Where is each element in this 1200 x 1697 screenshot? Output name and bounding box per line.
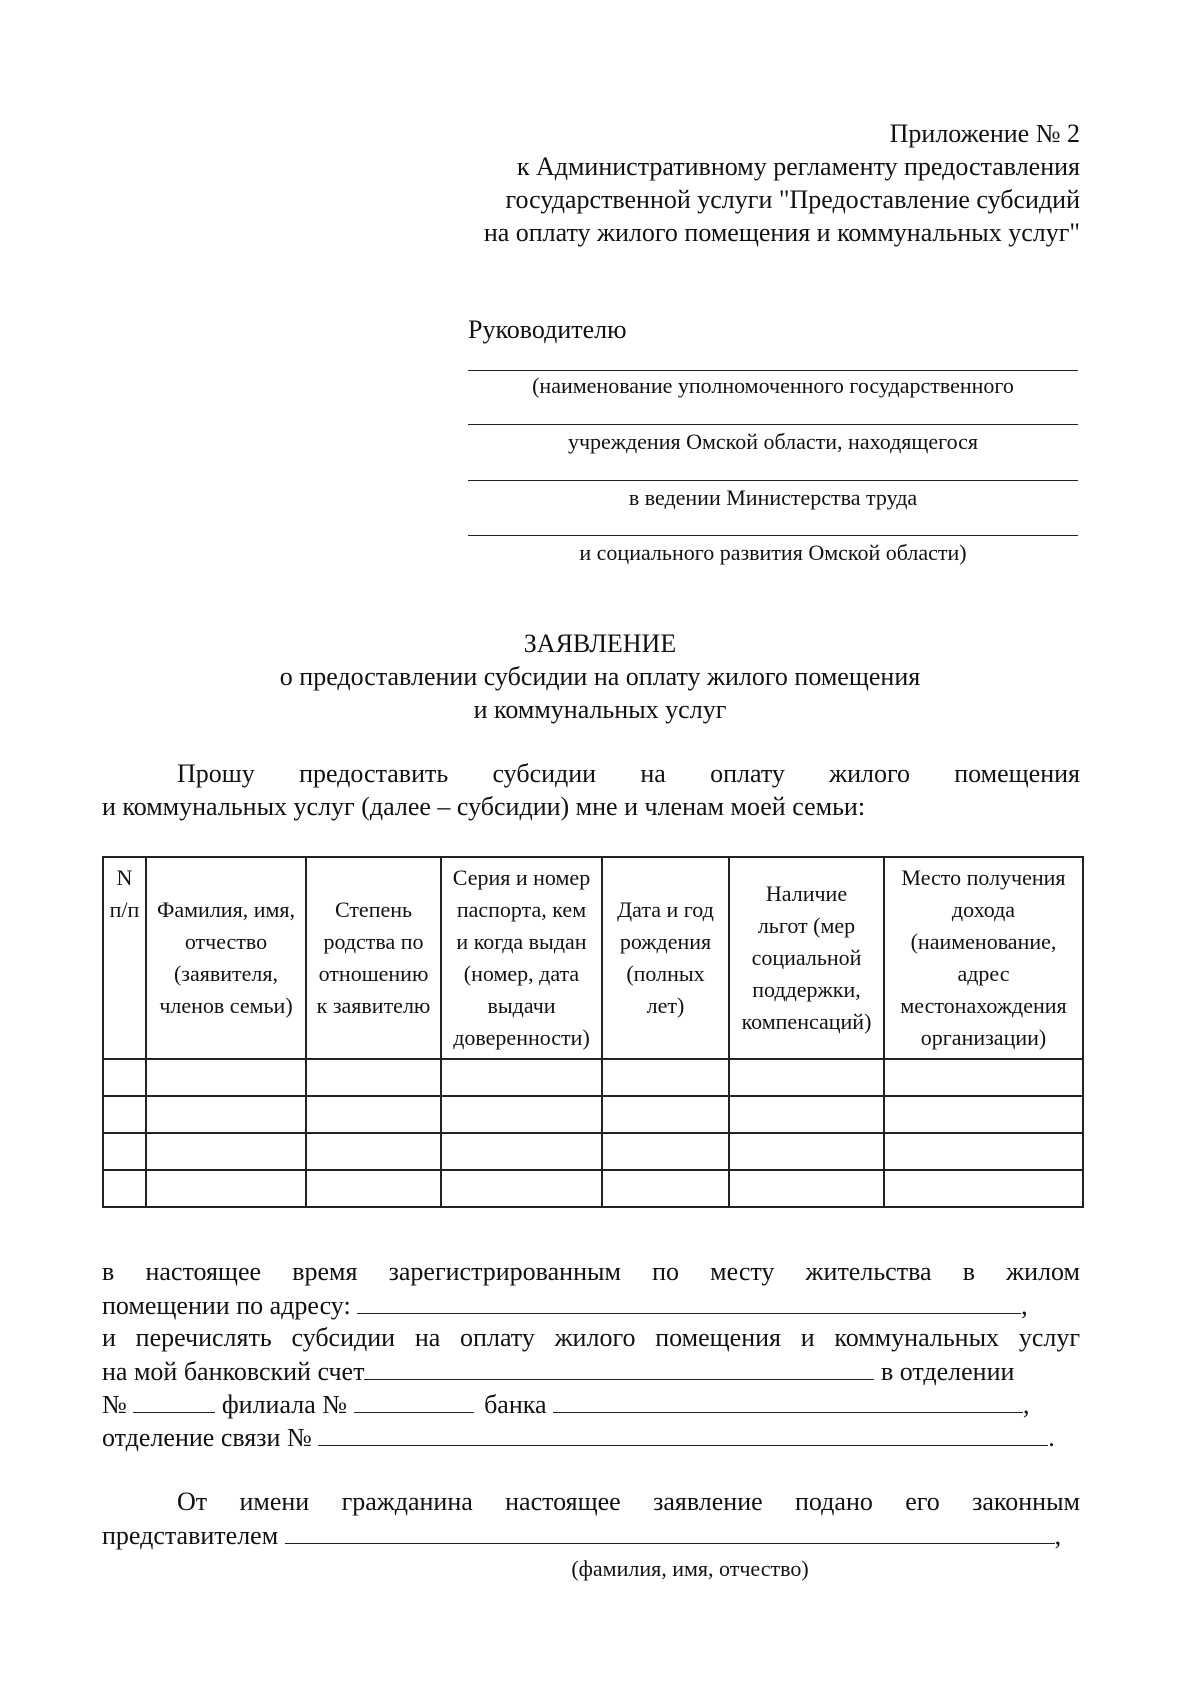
- address-comma: ,: [1021, 1291, 1028, 1320]
- bank-office-label: в отделении: [880, 1357, 1015, 1386]
- addressee-to: Руководителю: [468, 315, 627, 344]
- registration-line-6: [102, 1421, 1080, 1454]
- addressee-blank-line-4[interactable]: [468, 535, 1078, 536]
- table-cell[interactable]: [146, 1059, 306, 1096]
- header-birth-date: Дата и год рождения (полных лет): [602, 857, 729, 1059]
- bank-comma: ,: [1023, 1390, 1030, 1419]
- addressee-caption-4: и социального развития Омской области): [579, 540, 967, 565]
- representative-caption: (фамилия, имя, отчество): [571, 1556, 809, 1581]
- table-cell[interactable]: [729, 1170, 884, 1207]
- table-cell[interactable]: [146, 1096, 306, 1133]
- bank-account-label: на мой банковский счет: [102, 1357, 365, 1386]
- table-cell[interactable]: [103, 1133, 146, 1170]
- office-number-field[interactable]: [133, 1388, 215, 1413]
- registration-line-5: [102, 1388, 1080, 1421]
- table-cell[interactable]: [729, 1096, 884, 1133]
- table-cell[interactable]: [441, 1170, 602, 1207]
- header-full-name: Фамилия, имя, отчество (заявителя, членов семьи): [146, 857, 306, 1059]
- table-cell[interactable]: [884, 1133, 1083, 1170]
- document-title: ЗАЯВЛЕНИЕ: [523, 629, 677, 658]
- branch-number-field[interactable]: [354, 1388, 474, 1413]
- representative-line-2: [102, 1519, 1080, 1552]
- registration-line-2: [102, 1289, 1080, 1322]
- request-line-2: и коммунальных услуг (далее – субсидии) мне и членам моей семьи:: [102, 792, 866, 821]
- addressee-blank-line-2[interactable]: [468, 424, 1078, 425]
- table-cell[interactable]: [146, 1133, 306, 1170]
- bank-name-label: банка: [484, 1390, 547, 1419]
- addressee-blank-line-3[interactable]: [468, 480, 1078, 481]
- table-row: [103, 1133, 1083, 1170]
- header-number: N п/п: [103, 857, 146, 1059]
- table-cell[interactable]: [306, 1096, 441, 1133]
- table-cell[interactable]: [441, 1059, 602, 1096]
- representative-field[interactable]: [285, 1519, 1055, 1544]
- addressee-blank-line-1[interactable]: [468, 370, 1078, 371]
- table-header-row: [103, 857, 1083, 1059]
- request-line-1: Прошу предоставить субсидии на оплату жилого помещения: [177, 759, 1080, 788]
- registration-line-3: и перечислять субсидии на оплату жилого помещения и коммунальных услуг: [102, 1323, 1080, 1352]
- table-cell[interactable]: [884, 1170, 1083, 1207]
- registration-line-1: в настоящее время зарегистрированным по месту жительства в жилом: [102, 1257, 1080, 1286]
- family-members-table: [102, 856, 1084, 1208]
- table-cell[interactable]: [103, 1170, 146, 1207]
- table-cell[interactable]: [146, 1170, 306, 1207]
- table-cell[interactable]: [306, 1059, 441, 1096]
- table-cell[interactable]: [441, 1096, 602, 1133]
- header-passport: Серия и номер паспорта, кем и когда выдан (номер, дата выдачи доверенности): [441, 857, 602, 1059]
- table-cell[interactable]: [884, 1059, 1083, 1096]
- header-relationship: Степень родства по отношению к заявителю: [306, 857, 441, 1059]
- table-cell[interactable]: [306, 1170, 441, 1207]
- header-benefits: Наличие льгот (мер социальной поддержки, компенсаций): [729, 857, 884, 1059]
- table-cell[interactable]: [602, 1170, 729, 1207]
- table-cell[interactable]: [729, 1059, 884, 1096]
- table-cell[interactable]: [884, 1096, 1083, 1133]
- document-subtitle-1: о предоставлении субсидии на оплату жилого помещения: [279, 662, 921, 691]
- bank-name-field[interactable]: [553, 1388, 1023, 1413]
- addressee-caption-2: учреждения Омской области, находящегося: [567, 429, 979, 454]
- appendix-line-2: государственной услуги "Предоставление субсидий: [505, 185, 1080, 214]
- post-office-label: отделение связи №: [102, 1423, 312, 1452]
- table-cell[interactable]: [103, 1096, 146, 1133]
- table-row: [103, 1096, 1083, 1133]
- post-office-field[interactable]: [318, 1421, 1048, 1446]
- table-cell[interactable]: [103, 1059, 146, 1096]
- branch-number-label: филиала №: [221, 1390, 348, 1419]
- table-cell[interactable]: [306, 1133, 441, 1170]
- bank-account-field[interactable]: [364, 1355, 874, 1380]
- office-number-label: №: [102, 1390, 127, 1419]
- appendix-number: Приложение № 2: [889, 119, 1080, 148]
- table-cell[interactable]: [729, 1133, 884, 1170]
- appendix-line-3: на оплату жилого помещения и коммунальных услуг": [483, 218, 1080, 247]
- representative-line-1: От имени гражданина настоящее заявление подано его законным: [177, 1487, 1080, 1516]
- address-field[interactable]: [357, 1289, 1021, 1314]
- table-cell[interactable]: [602, 1059, 729, 1096]
- table-row: [103, 1170, 1083, 1207]
- header-income-source: Место получения дохода (наименование, адрес местонахождения организации): [884, 857, 1083, 1059]
- appendix-line-1: к Административному регламенту предоставления: [516, 152, 1080, 181]
- representative-comma: ,: [1054, 1521, 1062, 1550]
- addressee-caption-1: (наименование уполномоченного государственного: [532, 373, 1014, 398]
- document-subtitle-2: и коммунальных услуг: [473, 695, 727, 724]
- representative-label: представителем: [102, 1521, 279, 1550]
- addressee-caption-3: в ведении Министерства труда: [628, 485, 918, 510]
- post-office-period: .: [1048, 1423, 1055, 1452]
- registration-line-4: [102, 1355, 1080, 1388]
- address-label: помещении по адресу:: [102, 1291, 351, 1320]
- table-row: [103, 1059, 1083, 1096]
- table-cell[interactable]: [441, 1133, 602, 1170]
- table-cell[interactable]: [602, 1096, 729, 1133]
- table-cell[interactable]: [602, 1133, 729, 1170]
